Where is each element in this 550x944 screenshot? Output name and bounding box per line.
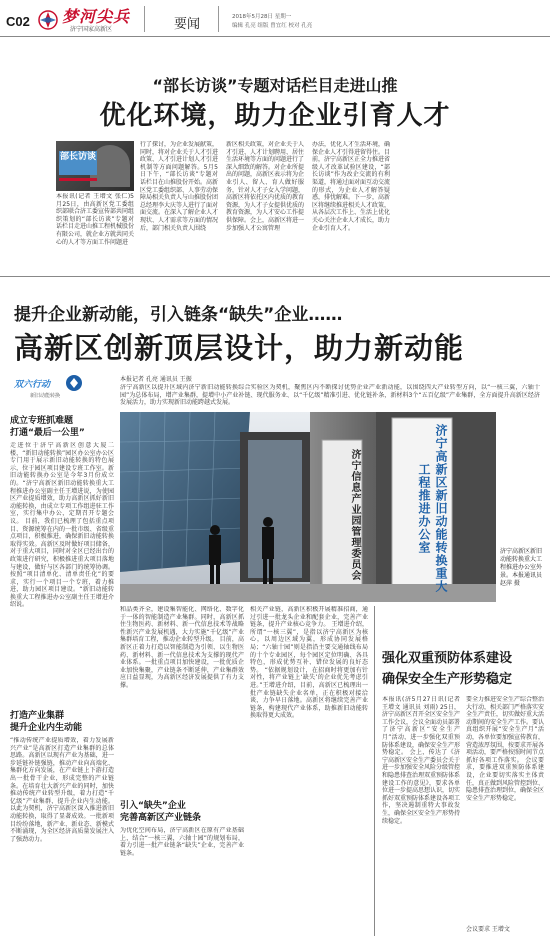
article2-title: 高新区创新顶层设计，助力新动能 (14, 331, 465, 365)
article1-col2: 行了探讨，为企业发展献策，同时，将对企业关于人才引进政策、人才引进计划人才引进机制等方面问题解答。5月5日下午，“部长访谈”专题对话栏目在山推股份开始。高新区党工委组织部、人事劳动保障局相关负责人与山推股份团总经理李大庆等人进行了面对面交流。在深入了解企业人才现状、人才需求等方面的情况后，部门相关负责人围绕 (140, 141, 218, 232)
masthead-divider (144, 6, 145, 32)
article3-credit: 会议要求 王增文 (466, 926, 510, 933)
masthead-rule (0, 36, 550, 37)
photo-sign-left: 济宁高新区新旧动能转换重大工程推进办公室 (417, 423, 448, 593)
article3-title: 强化双重预防体系建设 确保安全生产形势稳定 (382, 651, 513, 687)
photo-sign-right: 济宁信息产业园管理委员会 (349, 449, 360, 581)
section-label: 要闻 (174, 17, 201, 32)
article2-lead: 济宁高新区以提升区域内济宁新旧动能转换综合实验区为契机，聚焦区内不断探讨优势企业产业新动能，以围绕四大产业转型方向，以“一核三翼，六轴十园”为总体布局，增产业集群，提增中小产业补链、现代服务业、以“千亿级”精准引进、优化链补条，新材料3个“五百亿级”产业集群，全方面提升高新区经济发展活力，助力实现新旧动能跨越式发展。 (120, 384, 540, 406)
article1-kicker: “部长访谈”专题对话栏目走进山推 (152, 76, 398, 95)
column-logo-sub: 新旧动能转换 (30, 393, 61, 399)
article1-title: 优化环境，助力企业引育人才 (99, 101, 451, 131)
newspaper-subtitle: 济宁国家高新区 (70, 26, 113, 33)
page-number: C02 (6, 14, 30, 29)
photo-caption: 济宁高新区新旧动能转换重大工程推进办公室外景。本报通讯员 赵萍 摄 (500, 548, 543, 587)
article3-column-2: 要全力推进安全生产综合整治大行动，相关部门严格落实安全生产责任，切实做好重大活动期间的安全生产工作。要认真组织开展“安全生产月”活动，各单位要加强宣传教育，营造浓厚氛围，按要求开展各项活动，要严格按照时间节点抓好各项工作落实。 会议要求，要推进双重预防体系建设，企业要切实落实主体责任，真正做到风险管控到位、隐患排查治理到位，确保全区安全生产形势稳定。 (466, 696, 544, 802)
article2-kicker: 提升企业新动能，引入链条“缺失”企业…… (14, 305, 343, 325)
article2-byline: 本报记者 孔亮 通讯员 王振 (120, 376, 192, 383)
article2-subhead-2: 打造产业集群 提升企业内生动能 (10, 711, 83, 733)
column-logo-main: 双六行动 (14, 380, 51, 390)
article1-col3: 新区相关政策，对企业关于人才引进、人才计划聘用、居住生活环境等方面的问题进行了深入细致的解答。对企业所提出的问题，高新区表示将为企业引人、留人、育人做好服务，针对人才子女入学问题，高新区将依托区内优质的教育资源，为人才子女提供优质的教育资源，为人才安心工作提供保障。会上，高新区将进一步加强人才公寓管理 (226, 141, 304, 232)
article2-subhead-1: 成立专班抓难题 打通“最后一公里” (10, 416, 85, 438)
badge-label: 部长访谈 (59, 151, 97, 175)
editor-line: 编辑 孔亮 组版 曾宜红 校对 孔亮 (232, 23, 313, 29)
article1-bottom-rule (0, 276, 550, 277)
building-photo (120, 412, 496, 602)
article2-right-column: 相关产业链，高新区积极开展精准招商，通过引进一批龙头企业和配套企业，完善产业链条，提升产业核心竞争力。 王增进介绍，所谓“一核三翼”，是指以济宁高新区为核心，以周边区域为翼，形成协同发展格局；“六轴十园”则是指沿主要交通轴线布局的十个专业园区，每个园区定位明确、各具特色，形成优势互补、错位发展的良好态势。 “依据规划设计，在招商时将更加有针对性，将产业链上‘缺失’的企业优先考虑引进。”王增进介绍，目前，高新区已梳理出一批产业链缺失企业名单，正在积极对接洽谈，力争早日落地。高新区将继续完善产业链条，构建现代产业体系，助推新旧动能转换取得更大成效。 (250, 606, 368, 720)
newspaper-name: 梦河尖兵 (62, 7, 131, 26)
article2-left-column-2: “推动传统产业提质增效，着力发展新兴产业”是高新区打造产业集群的总体思路。高新区以现有产业为基础，进一步延链补链强链，推动产业向高端化、集群化方向发展，在产业链上下游打造出一批骨干企业，形成完整的产业链条。在培育壮大新兴产业的同时，加快推动传统产业转型升级，着力打造“千亿级”产业集群，提升企业内生动能。 以此为契机，济宁高新区深入推进新旧动能转换，取得了显著成效。一批新项目纷纷落地，新产业、新业态、新模式不断涌现，为全区经济高质量发展注入了强劲动力。 (10, 737, 114, 843)
article2-middle-column-2: 为优化空间布局，济宁高新区在原有产业基础上，结合“一核三翼，六轴十园”的规划布局，着力引进一批产业链条“缺失”企业，完善产业链条。 (120, 827, 244, 857)
article2-middle-column: 和品类齐全，建设集智能化、网络化、数字化于一体的智能制造产业集群。同时，高新区抓住生物医药、新材料、新一代信息技术等战略性新兴产业发展机遇，大力实施“千亿级”产业集群培育工程，推动企业转型升级。 目前，高新区正着力打造以智能制造为引领、以生物医药、新材料、新一代信息技术为支撑的现代产业体系。一批重点项目加快建设，一批优质企业加快集聚，产业链条不断延伸，产业集群效应日益显现，为高新区经济发展提供了有力支撑。 (120, 606, 244, 689)
masthead-divider-2 (218, 6, 219, 32)
article2-subhead-3: 引入“缺失”企业 完善高新区产业链条 (120, 801, 202, 823)
article3-column-1: 本报讯(济5月27日讯(记者 王增文 通讯员 刘雨) 25日，济宁高新区召开全区安全生产工作会议，会议全面动员部署了济宁高新区“安全生产月”活动，进一步强化双重预防体系建设，确保安全生产形势稳定。 会上，传达了《济宁高新区安全生产委员会关于进一步加强安全风险分级管控和隐患排查治理双重预防体系建设工作的意见》，要求各单位进一步提高思想认识，切实抓好双重预防体系建设各项工作，坚决遏制重特大事故发生，确保全区安全生产形势持续稳定。 (382, 696, 460, 825)
article1-col1: 本报讯(记者 王增文 张仁)5月25日，由高新区党工委组织部联合济工委宣传部共同组织策划的“部长访谈”专题对话栏目走进山推工程机械股份有限公司，就企业方就共同关心的人才等方面工作问题进 (56, 193, 134, 246)
column-divider (374, 606, 375, 936)
interview-badge (56, 141, 134, 191)
badge-accent-bar (59, 178, 97, 181)
newspaper-logo-icon (38, 10, 58, 30)
article2-left-column: 走进位于济宁高新区创意大厦二楼，“新旧动能转换”园区办公室办公区专门用于展示新旧动能转换的特色展示，位于园区项目建设专班工作室。新旧动能转换办公室是今年3月份成立的。“济宁高新区新旧动能转换重大工程推进办公室副主任王增进说，为使园区产业提质增效，助力高新区抓好新旧动能转换，由成立专项工作组进驻工作室，实行集中办公，定期召开专题会议。 目前，我们已梳理了包括重点项目、资源统筹在内的一批市级、省级重点项目，积极推进，确保新旧动能转换取得实效。高新区及时做好项目储备，对于重大项目，同时对全区已经出台的政策进行研究，积极推进重大项目落地与建设，做好与区各部门的统筹协调。按照“项目清单化、清单责任化”的要求，实行一个项目一个专班，着力推进，助力园区项目建设。“新旧动能转换重大工程推进办公室副主任王增进介绍说。 (10, 442, 114, 609)
date-line: 2018年5月28日 星期一 (232, 14, 292, 20)
article1-col4-a: 办法，优化人才生活环境，确保企业人才引得进留得住。目前，济宁高新区正全力推进省级人才改革试验区建设，“部长访谈”作为改企交流的有利渠道，将通过面对面互动交流的形式，为企业人才解答疑惑，排忧解难。下一步，高新区将继续推进相关人才政策，从各层次工作上、生活上优化关心关注企业人才成长，助力企业引育人才。 (312, 141, 390, 232)
